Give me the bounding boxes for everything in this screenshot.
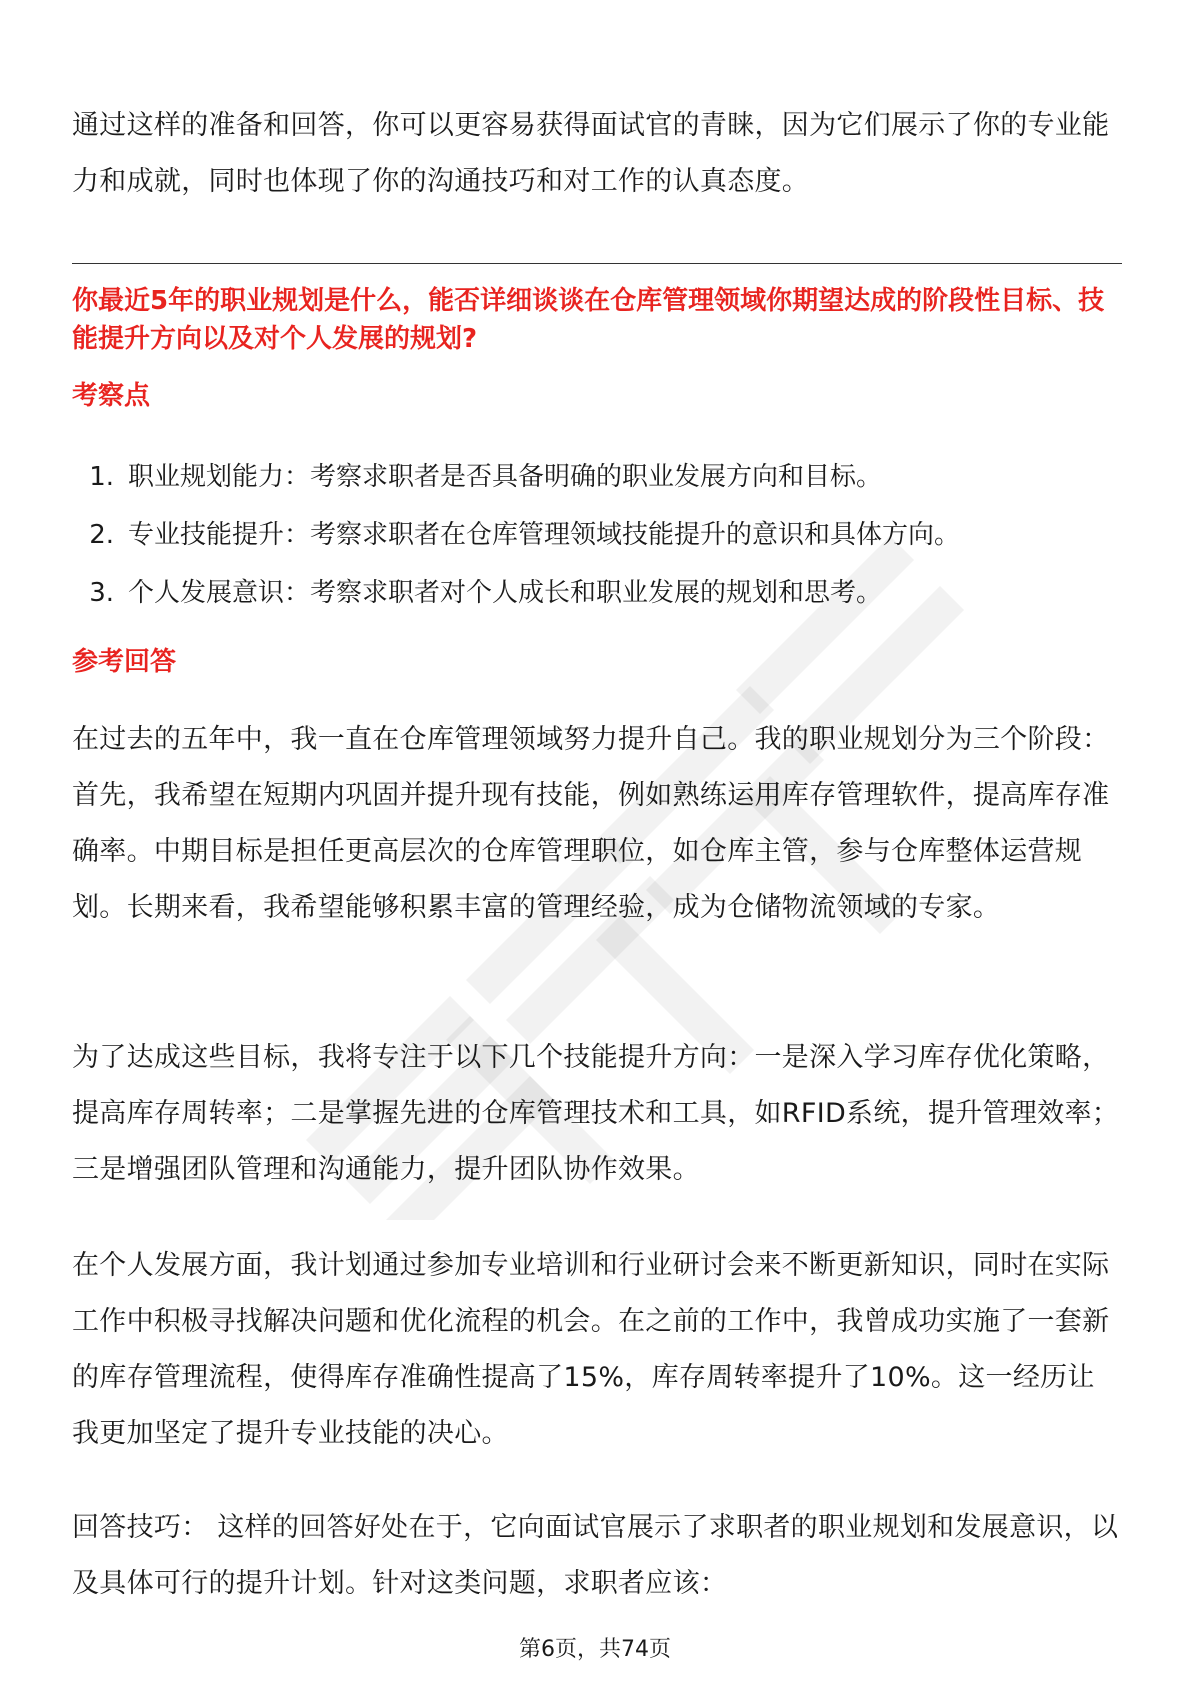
intro-paragraph: 通过这样的准备和回答，你可以更容易获得面试官的青睐，因为它们展示了你的专业能力和成就，同时也体现了你的沟通技巧和对工作的认真态度。 <box>72 110 1110 197</box>
page-footer: 第6页，共74页 <box>519 1637 671 1662</box>
examination-points-list <box>72 448 1122 622</box>
answer-tips-paragraph: 回答技巧： 这样的回答好处在于，它向面试官展示了求职者的职业规划和发展意识，以及具体可行的提升计划。针对这类问题，求职者应该： <box>72 1512 1119 1599</box>
examination-points-label: 考察点 <box>72 381 151 411</box>
answer-paragraph: 在个人发展方面，我计划通过参加专业培训和行业研讨会来不断更新知识，同时在实际工作中积极寻找解决问题和优化流程的机会。在之前的工作中，我曾成功实施了一套新的库存管理流程，使得库存准确性提高了15%，库存周转率提升了10%。这一经历让我更加坚定了提升专业技能的决心。 <box>72 1250 1110 1449</box>
list-item <box>72 448 1122 506</box>
section-divider <box>72 263 1122 264</box>
reference-answer-label: 参考回答 <box>72 647 177 677</box>
question-heading: 你最近5年的职业规划是什么，能否详细谈谈在仓库管理领域你期望达成的阶段性目标、技能提升方向以及对个人发展的规划? <box>72 286 1105 354</box>
list-item <box>72 506 1122 564</box>
list-item-text: 个人发展意识：考察求职者对个人成长和职业发展的规划和思考。 <box>128 578 883 608</box>
list-item-text: 专业技能提升：考察求职者在仓库管理领域技能提升的意识和具体方向。 <box>128 520 961 550</box>
list-item <box>72 564 1122 622</box>
list-item-text: 职业规划能力：考察求职者是否具备明确的职业发展方向和目标。 <box>128 462 883 492</box>
list-item-number: 1. <box>89 462 114 492</box>
list-item-number: 2. <box>89 520 114 550</box>
answer-paragraph: 为了达成这些目标，我将专注于以下几个技能提升方向：一是深入学习库存优化策略，提高库存周转率；二是掌握先进的仓库管理技术和工具，如RFID系统，提升管理效率；三是增强团队管理和沟通能力，提升团队协作效果。 <box>72 1042 1120 1185</box>
list-item-number: 3. <box>89 578 114 608</box>
answer-paragraph: 在过去的五年中，我一直在仓库管理领域努力提升自己。我的职业规划分为三个阶段：首先，我希望在短期内巩固并提升现有技能，例如熟练运用库存管理软件，提高库存准确率。中期目标是担任更高层次的仓库管理职位，如仓库主管，参与仓库整体运营规划。长期来看，我希望能够积累丰富的管理经验，成为仓储物流领域的专家。 <box>72 724 1110 923</box>
